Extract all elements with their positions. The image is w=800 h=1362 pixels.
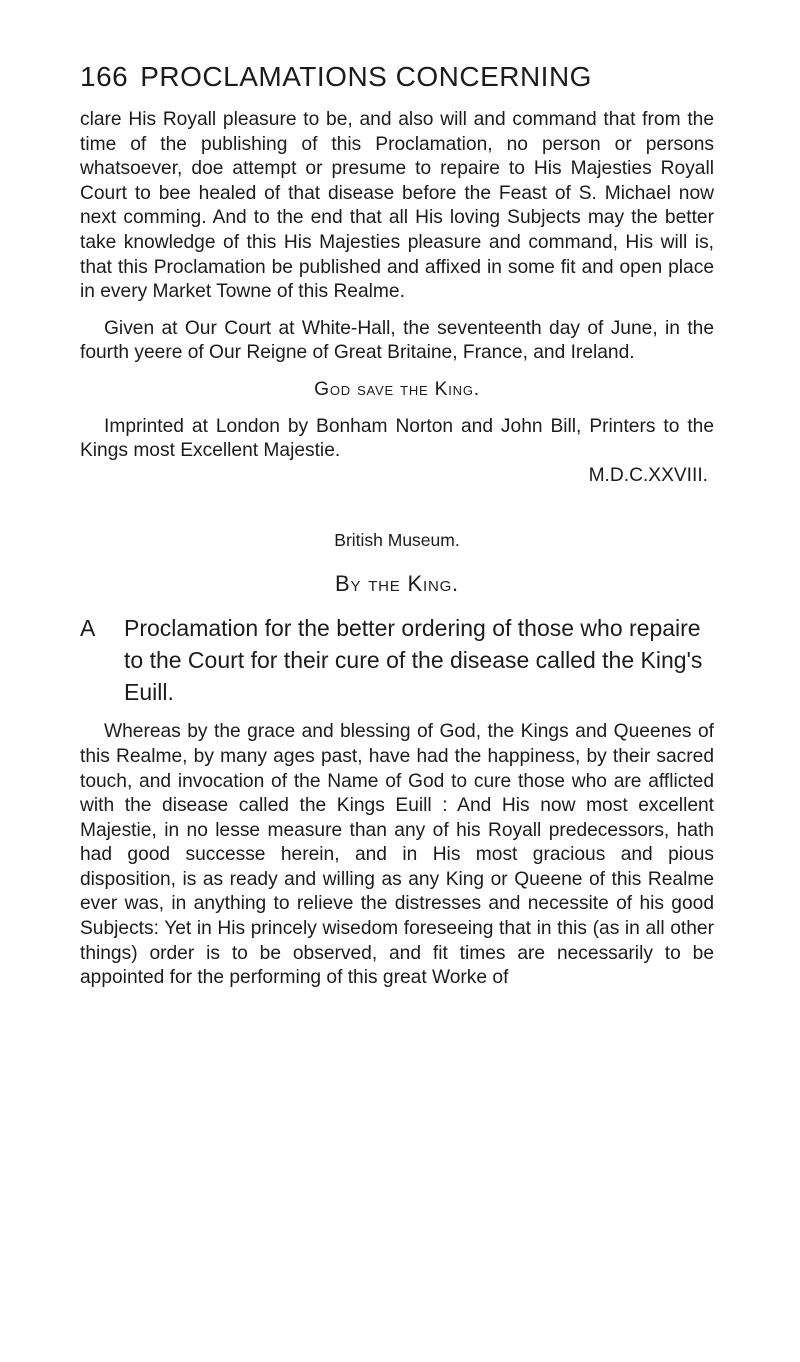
god-save-the-king: God save the King.: [314, 378, 480, 400]
by-the-king-heading: By the King.: [335, 571, 459, 597]
proclamation-title-initial: A: [80, 615, 96, 642]
document-page: [80, 60, 714, 991]
given-at-paragraph: Given at Our Court at White-Hall, the seventeenth day of June, in the fourth yeere of Our Reigne of Great Britaine, France, and Ireland.: [80, 317, 714, 364]
proclamation-title-text: Proclamation for the better ordering of those who repaire to the Court for their cure of the disease called the King's Euill.: [124, 615, 703, 706]
imprint-year: M.D.C.XXVIII.: [588, 464, 708, 486]
running-head: [80, 60, 714, 94]
imprint-paragraph: Imprinted at London by Bonham Norton and John Bill, Printers to the Kings most Excellent Majestie.: [80, 415, 714, 462]
whereas-paragraph: Whereas by the grace and blessing of God, the Kings and Queenes of this Realme, by many ages past, have had the happiness, by their sacred touch, and invocation of the Name of God to cure those who are afflicted with the disease called the Kings Euill : And His now most excellent Majestie, in no lesse measure than any of his Royall predecessors, hath had good successe herein, and in His most gracious and pious disposition, is as ready and willing as any King or Queene of this Realme ever was, in anything to relieve the distresses and necessite of his good Subjects: Yet in His princely wisedom foreseeing that in this (as in all other things) order is to be observed, and fit times are necessarily to be appointed for the performing of this great Worke of: [80, 721, 714, 989]
proclamation-title: [80, 612, 714, 708]
source-attribution: British Museum.: [334, 530, 460, 551]
page-number: 166: [80, 61, 129, 92]
running-title: PROCLAMATIONS CONCERNING: [140, 61, 592, 92]
body-paragraph-1: clare His Royall pleasure to be, and also will and command that from the time of the publishing of this Proclamation, no person or persons whatsoever, doe attempt or presume to repaire to His Majesties Royall Court to bee healed of that disease before the Feast of S. Michael now next comming. And to the end that all His loving Subjects may the better take knowledge of this His Majesties pleasure and command, His will is, that this Proclamation be published and affixed in some fit and open place in every Market Towne of this Realme.: [80, 109, 714, 303]
